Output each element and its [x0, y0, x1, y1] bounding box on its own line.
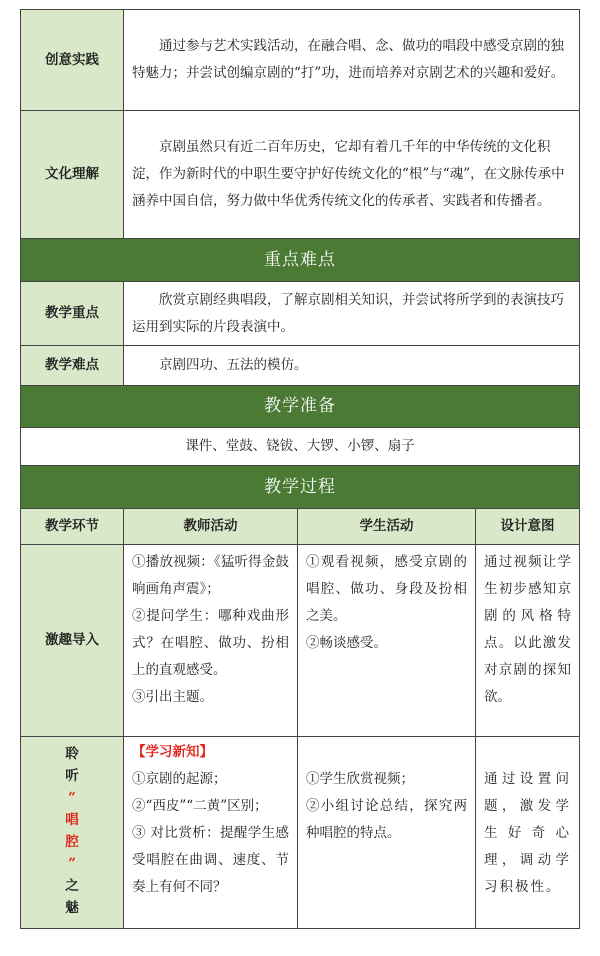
key-text: 欣赏京剧经典唱段，了解京剧相关知识，并尝试将所学到的表演技巧运用到实际的片段表演中。: [124, 282, 580, 346]
objective-row-culture: [21, 111, 580, 239]
section-title: 教学准备: [21, 386, 580, 428]
key-row-difficulty: [21, 346, 580, 386]
student-activity-item: ②畅谈感受。: [306, 635, 387, 651]
objective-text: 京剧虽然只有近二百年历史，它却有着几千年的中华传统的文化积淀，作为新时代的中职生要守护好传统文化的“根”与“魂”，在文脉传承中涵养中国自信，努力做中华优秀传统文化的传承者、实践者和传播者。: [124, 111, 580, 239]
objective-label: 创意实践: [21, 10, 124, 111]
section-header-keypoints: [21, 239, 580, 282]
lesson-plan-table: [20, 9, 580, 929]
teacher-activity-item: ③ 对比赏析：提醒学生感受唱腔在曲调、速度、节奏上有何不同？: [132, 825, 289, 895]
prep-row: [21, 428, 580, 466]
design-intent: 通过设置问题，激发学生好奇心理，调动学习积极性。: [476, 737, 580, 929]
student-activity-cell: [298, 737, 476, 929]
section-header-process: [21, 466, 580, 509]
section-title: 教学过程: [21, 466, 580, 509]
column-header: 教学环节: [21, 509, 124, 545]
student-activity-item: ①观看视频，感受京剧的唱腔、做功、身段及扮相之美。: [306, 554, 467, 624]
column-header: 学生活动: [298, 509, 476, 545]
key-text: 京剧四功、五法的模仿。: [124, 346, 580, 386]
design-intent: 通过视频让学生初步感知京剧的风格特点。以此激发对京剧的探知欲。: [476, 545, 580, 737]
key-label: 教学重点: [21, 282, 124, 346]
column-header: 设计意图: [476, 509, 580, 545]
key-row-focus: [21, 282, 580, 346]
stage-label-vertical: 聆 听 “ 唱 腔 ” 之 魅: [21, 737, 124, 929]
teacher-activity-item: ①播放视频：《猛听得金鼓响画角声震》；: [132, 554, 289, 597]
student-activity-item: ①学生欣赏视频；: [306, 771, 414, 787]
column-header: 教师活动: [124, 509, 298, 545]
teacher-activity-cell: [124, 737, 298, 929]
process-header-row: [21, 509, 580, 545]
learning-tag: 【学习新知】: [132, 744, 213, 760]
teacher-activity-cell: [124, 545, 298, 737]
section-title: 重点难点: [21, 239, 580, 282]
teacher-activity-item: ②“西皮”“二黄”区别；: [132, 798, 268, 814]
process-row-listen: [21, 737, 580, 929]
objective-label: 文化理解: [21, 111, 124, 239]
prep-materials: 课件、堂鼓、铙钹、大锣、小锣、扇子: [21, 428, 580, 466]
teacher-activity-item: ②提问学生：哪种戏曲形式？在唱腔、做功、扮相上的直观感受。: [132, 608, 289, 678]
objective-row-creative: [21, 10, 580, 111]
student-activity-item: ②小组讨论总结，探究两种唱腔的特点。: [306, 798, 467, 841]
student-activity-cell: [298, 545, 476, 737]
key-label: 教学难点: [21, 346, 124, 386]
objective-text: 通过参与艺术实践活动，在融合唱、念、做功的唱段中感受京剧的独特魅力；并尝试创编京剧的“打”功，进而培养对京剧艺术的兴趣和爱好。: [124, 10, 580, 111]
teacher-activity-item: ①京剧的起源；: [132, 771, 227, 787]
section-header-prep: [21, 386, 580, 428]
process-row-intro: [21, 545, 580, 737]
teacher-activity-item: ③引出主题。: [132, 689, 213, 705]
stage-label: 激趣导入: [21, 545, 124, 737]
